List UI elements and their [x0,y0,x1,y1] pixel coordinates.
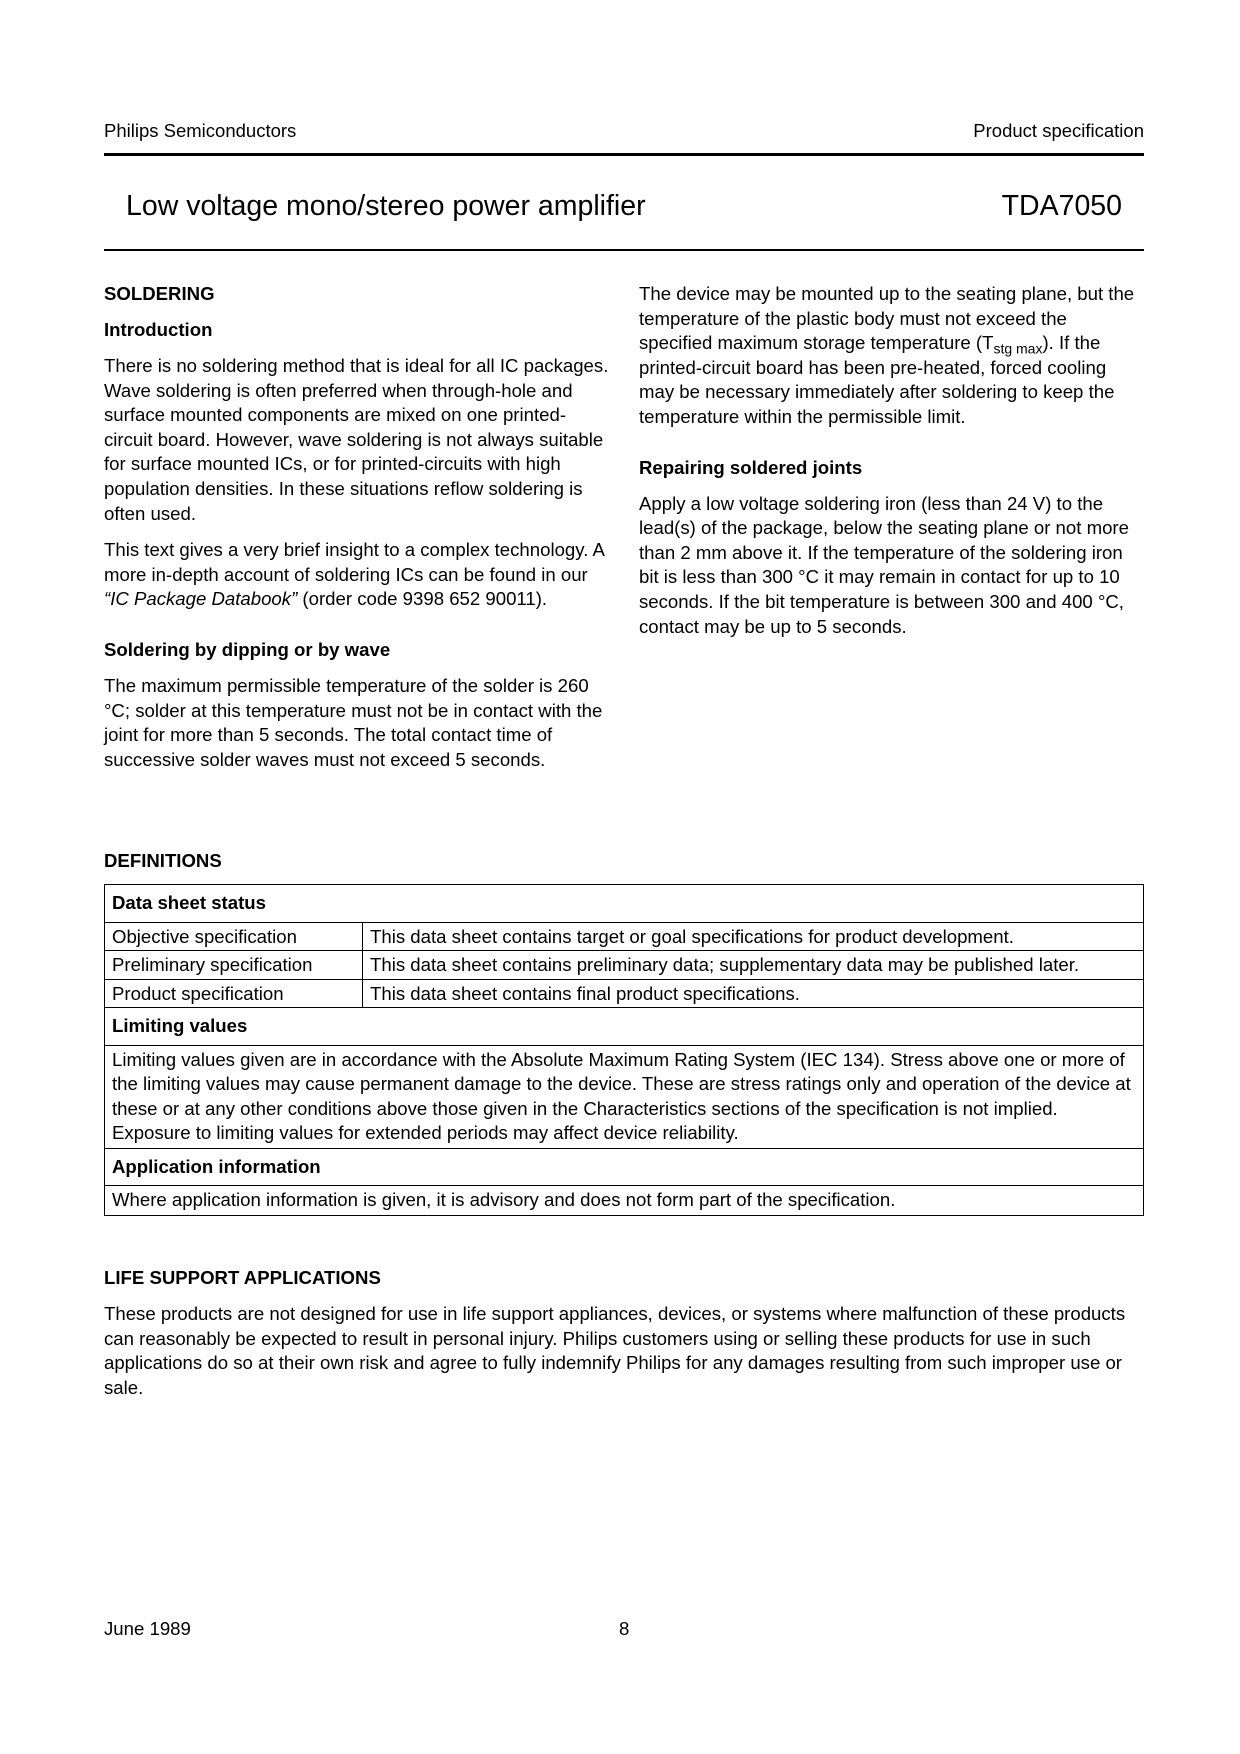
data-sheet-status-heading: Data sheet status [105,885,1144,923]
page-number: 8 [619,1618,630,1639]
dipping-paragraph-2 [639,282,1144,430]
footer-date: June 1989 [104,1618,191,1639]
status-description: This data sheet contains final product specifications. [363,979,1144,1008]
dipping-heading: Soldering by dipping or by wave [104,638,391,660]
databook-title: “IC Package Databook” [104,588,298,610]
table-row [105,979,1144,1008]
limiting-values-text: Limiting values given are in accordance with the Absolute Maximum Rating System (IEC 134). Stress above one or more of the limiting values may cause permanent damage to the device. These are stress ratings only and operation of the device at these or at any other conditions above those given in the Characteristics sections of the specification is not implied. Exposure to limiting values for extended periods may affect device reliability. [105,1045,1144,1148]
product-name: Low voltage mono/stereo power amplifier [126,190,646,222]
introduction-paragraph-2 [104,538,609,612]
life-support-text: These products are not designed for use in life support appliances, devices, or systems where malfunction of these products can reasonably be expected to result in personal injury. Philips customers using or selling these products for use in such applications do so at their own risk and agree to fully indemnify Philips for any damages resulting from such improper use or sale. [104,1303,1126,1398]
table-row [105,885,1144,923]
header-rule [104,153,1144,156]
dip-p2-text: The device may be mounted up to the seating plane, but the temperature of the plastic body must not exceed the specified maximum storage temperature (T [639,283,1135,354]
title-rule [104,249,1144,251]
limiting-values-heading: Limiting values [105,1008,1144,1046]
left-column [104,282,609,784]
table-row [105,1045,1144,1148]
tstg-subscript: stg max [993,340,1043,357]
document-title [126,190,1122,223]
life-support-section [104,1266,1144,1400]
table-row [105,951,1144,980]
status-description: This data sheet contains preliminary data; supplementary data may be published later. [363,951,1144,980]
table-row [105,922,1144,951]
document-page [104,0,1144,1754]
application-information-text: Where application information is given, it is advisory and does not form part of the specification. [105,1186,1144,1216]
header-company: Philips Semiconductors [104,120,297,141]
repairing-heading: Repairing soldered joints [639,456,863,478]
introduction-heading: Introduction [104,319,213,340]
life-support-heading: LIFE SUPPORT APPLICATIONS [104,1267,381,1288]
repairing-paragraph: Apply a low voltage soldering iron (less than 24 V) to the lead(s) of the package, below the seating plane or not more than 2 mm above it. If the temperature of the soldering iron bit is less than 300 °C it may remain in contact for up to 10 seconds. If the bit temperature is between 300 and 400 °C, contact may be up to 5 seconds. [639,492,1129,637]
intro-p2-order-code: (order code 9398 652 90011). [297,588,548,610]
application-information-heading: Application information [105,1148,1144,1186]
table-row [105,1148,1144,1186]
status-term: Product specification [105,979,363,1008]
dipping-paragraph-1: The maximum permissible temperature of the solder is 260 °C; solder at this temperature must not be in contact with the joint for more than 5 seconds. The total contact time of successive solder waves must not exceed 5 seconds. [104,674,603,770]
header-doc-type: Product specification [973,120,1144,141]
table-row [105,1008,1144,1046]
right-column [639,282,1144,651]
intro-p2-text: This text gives a very brief insight to a complex technology. A more in-depth account of soldering ICs can be found in our [104,539,604,585]
status-term: Preliminary specification [105,951,363,980]
soldering-heading: SOLDERING [104,283,215,304]
definitions-table [104,884,1144,1216]
part-number: TDA7050 [1001,190,1122,222]
introduction-paragraph-1: There is no soldering method that is ideal for all IC packages. Wave soldering is often preferred when through-hole and surface mounted components are mixed on one printed-circuit board. However, wave soldering is not always suitable for surface mounted ICs, or for printed-circuits with high population densities. In these situations reflow soldering is often used. [104,355,609,524]
table-row [105,1186,1144,1216]
dip-p2-tail: ). If the printed-circuit board has been pre-heated, forced cooling may be necessary immediately after soldering to keep the temperature within the permissible limit. [639,332,1115,427]
status-description: This data sheet contains target or goal specifications for product development. [363,922,1144,951]
definitions-heading: DEFINITIONS [104,850,222,871]
status-term: Objective specification [105,922,363,951]
